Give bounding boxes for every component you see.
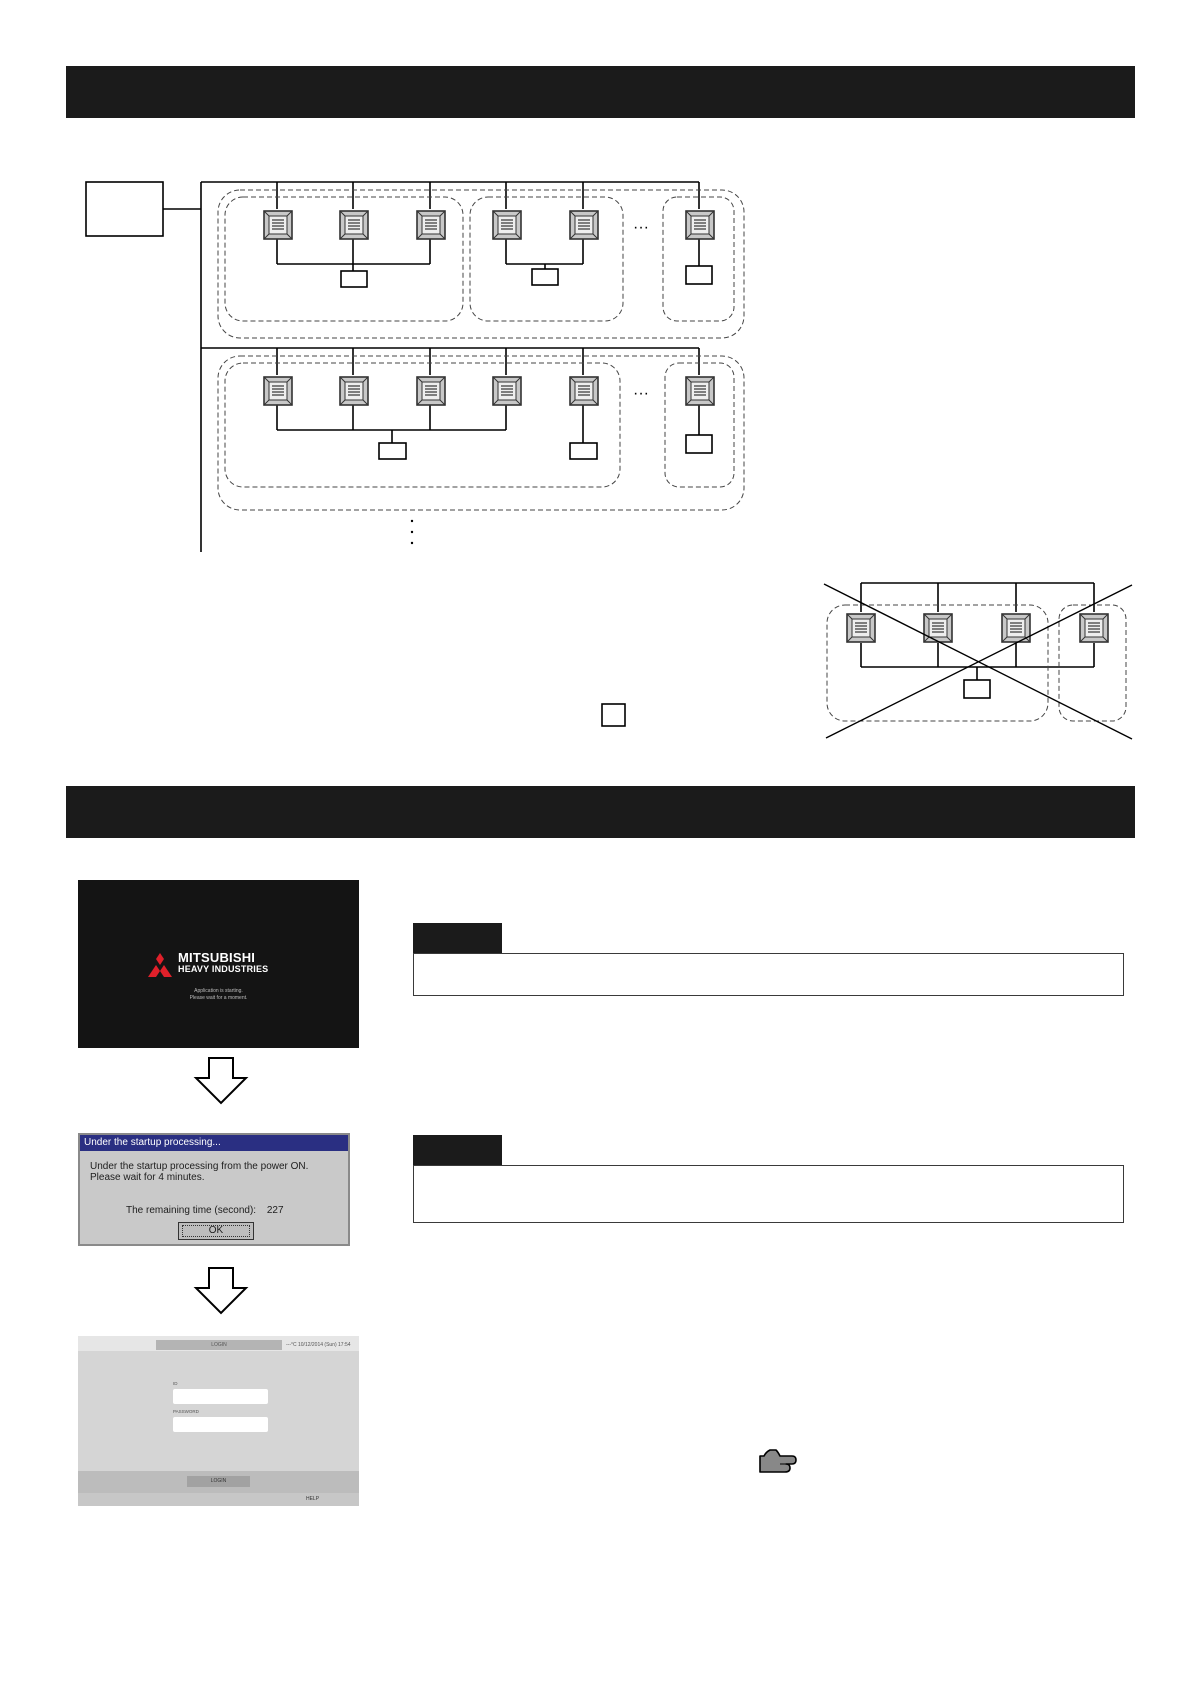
remaining-time	[126, 1205, 284, 1216]
note-box-1	[413, 953, 1124, 996]
status-readout: ---°C 10/12/2014 (Sun) 17:54	[286, 1342, 351, 1348]
ellipsis-1: ···	[633, 219, 649, 236]
splash-message-line-1: Application is starting.	[194, 988, 243, 994]
brand-text	[178, 952, 268, 974]
login-button[interactable]: LOGIN	[187, 1476, 250, 1487]
id-label: ID	[173, 1381, 178, 1386]
remaining-time-value: 227	[266, 1205, 284, 1216]
password-input[interactable]	[173, 1417, 268, 1432]
ellipsis-2: ···	[633, 385, 649, 402]
splash-screen	[78, 880, 359, 1048]
note-tab-2	[413, 1135, 502, 1165]
startup-dialog	[78, 1133, 350, 1246]
note-box-2	[413, 1165, 1124, 1223]
mitsubishi-logo	[146, 952, 306, 982]
down-arrow-icon	[196, 1268, 246, 1313]
login-screen	[78, 1336, 359, 1506]
password-label: PASSWORD	[173, 1409, 199, 1414]
id-input[interactable]	[173, 1389, 268, 1404]
brand-line-1: MITSUBISHI	[178, 950, 256, 965]
dialog-message-line-1: Under the startup processing from the power ON.	[90, 1161, 309, 1172]
dialog-message-line-2: Please wait for 4 minutes.	[90, 1172, 205, 1183]
brand-line-2: HEAVY INDUSTRIES	[178, 964, 269, 974]
help-button[interactable]: HELP	[305, 1496, 320, 1502]
down-arrow-icon	[196, 1058, 246, 1103]
remaining-time-label: The remaining time (second):	[126, 1205, 257, 1216]
splash-message	[78, 988, 359, 1002]
pointing-hand-icon	[760, 1450, 796, 1472]
dialog-message	[90, 1161, 308, 1183]
note-tab-1	[413, 923, 502, 953]
three-diamonds-icon	[146, 953, 174, 977]
tab-login[interactable]: LOGIN	[156, 1340, 282, 1350]
ok-button[interactable]: OK	[178, 1222, 254, 1240]
splash-message-line-2: Please wait for a moment.	[189, 995, 248, 1001]
dialog-title: Under the startup processing...	[80, 1135, 348, 1151]
